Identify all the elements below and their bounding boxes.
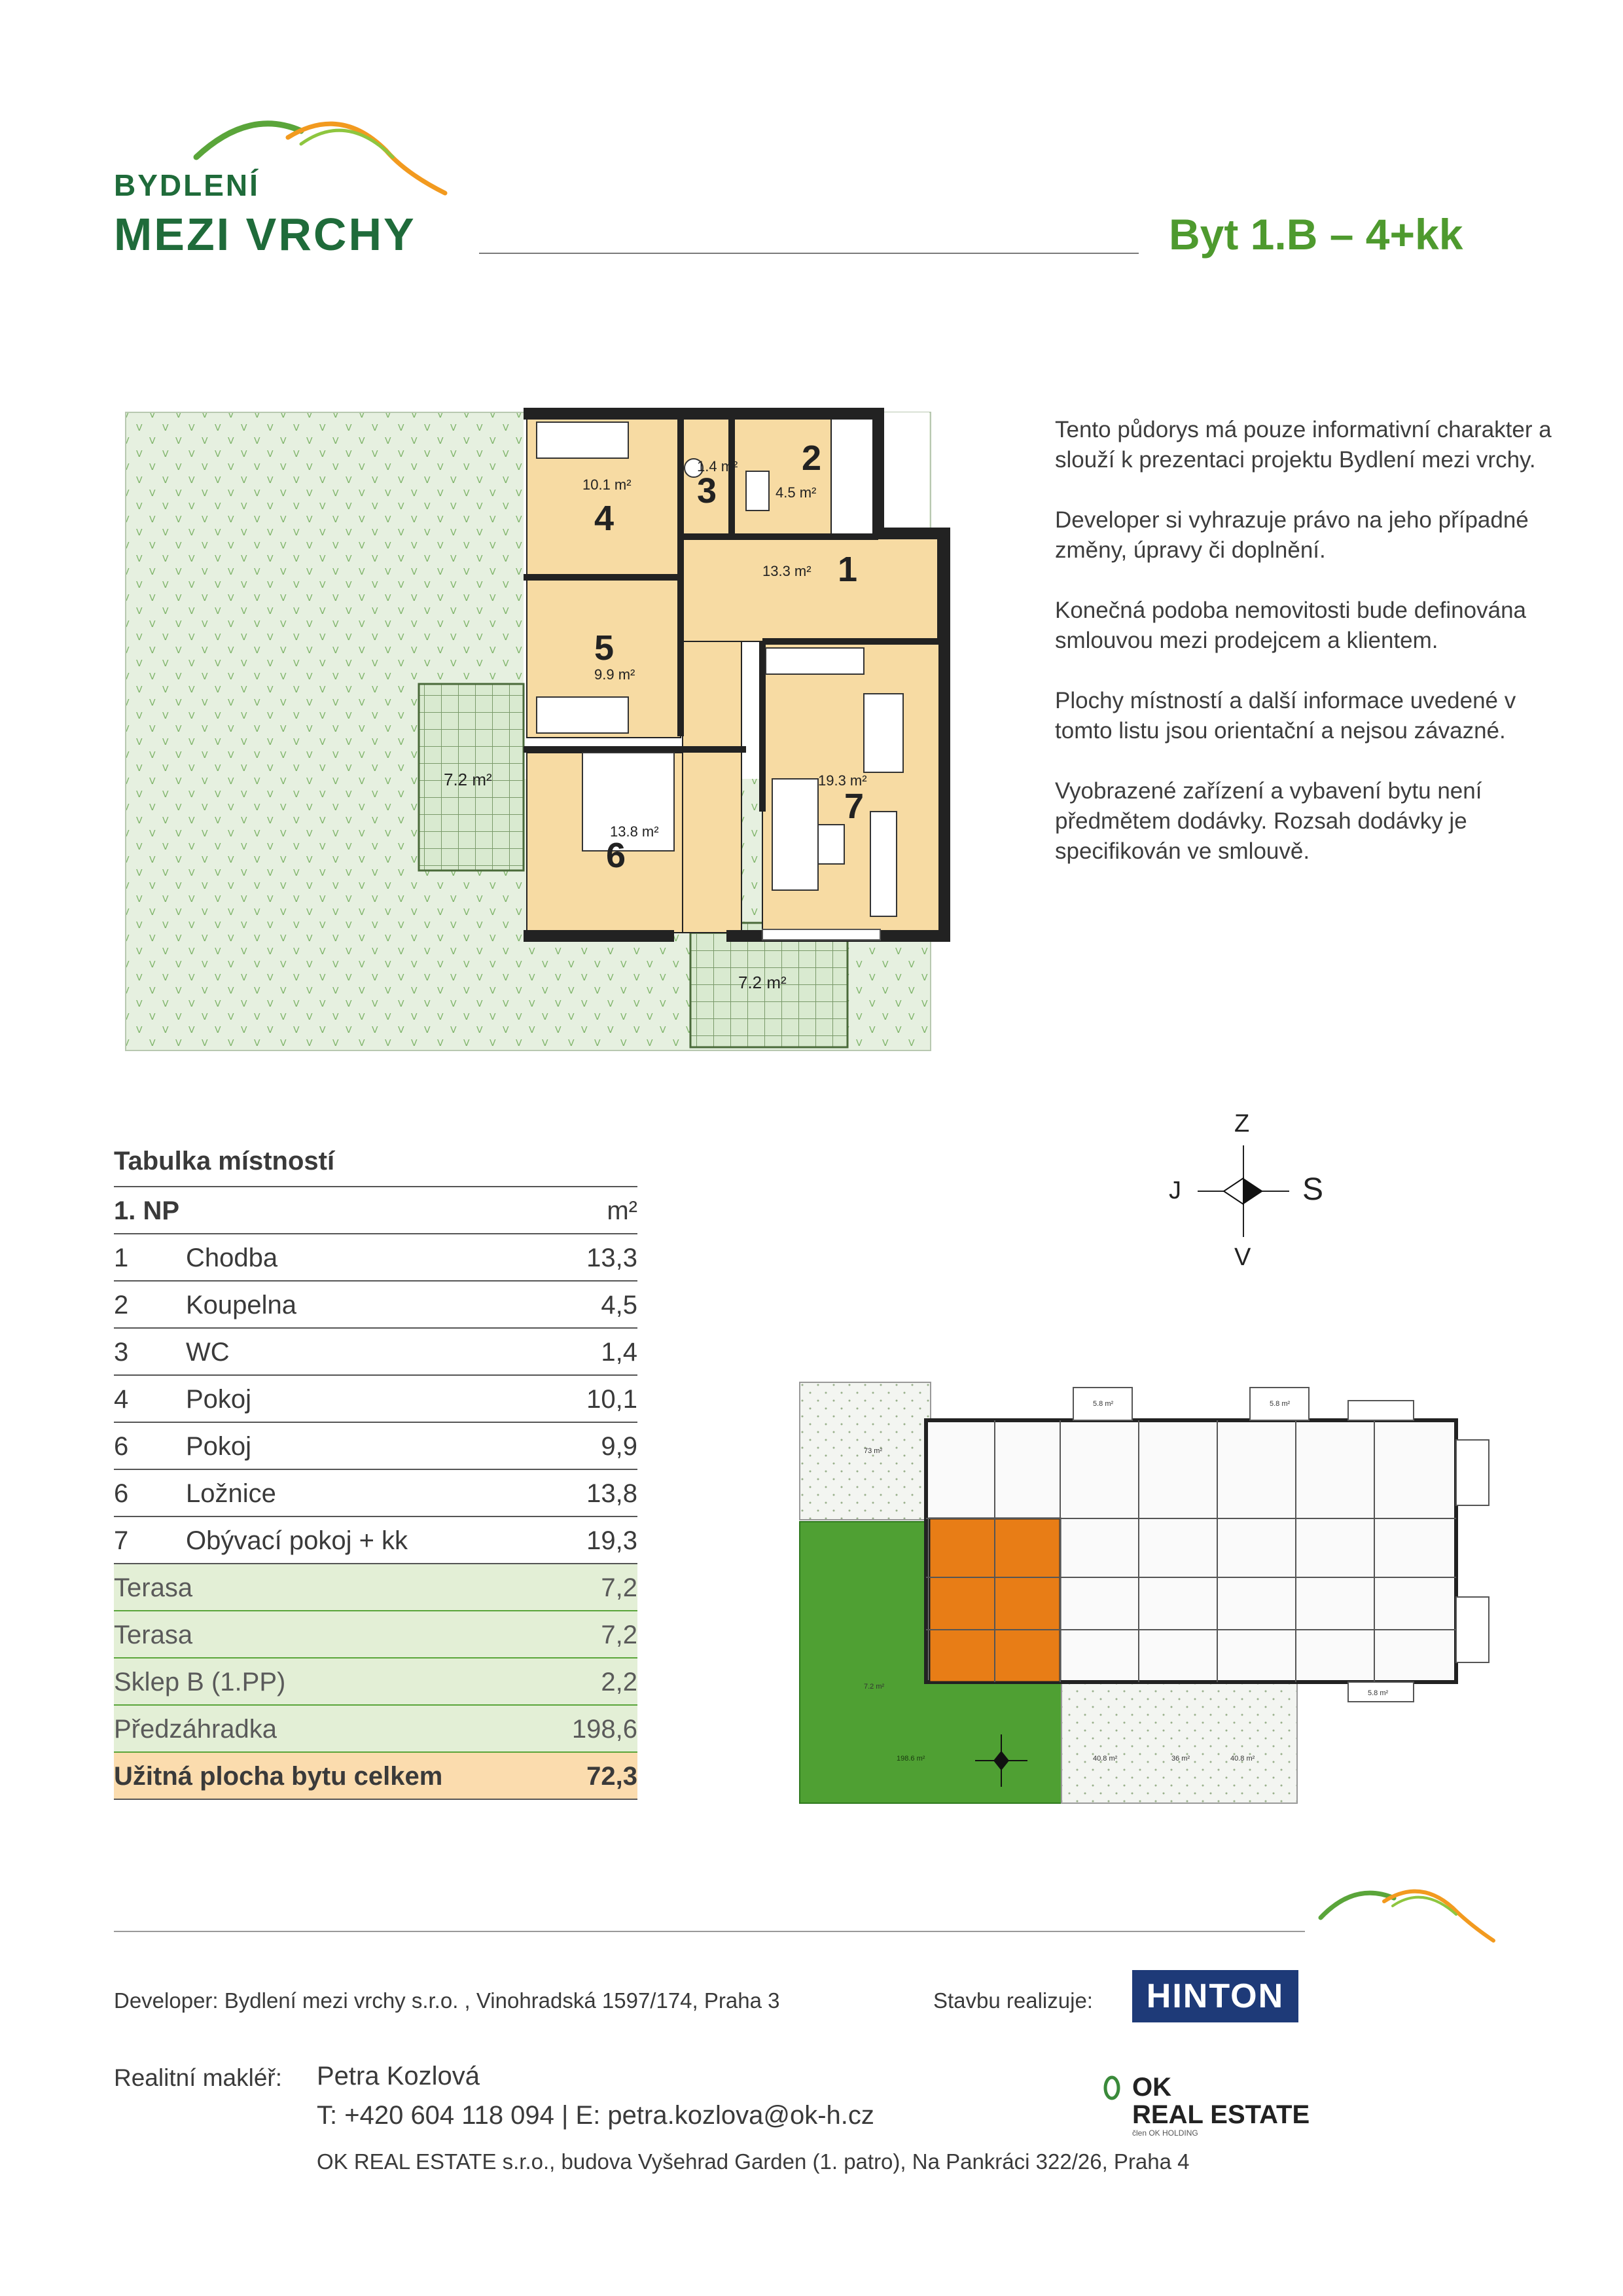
extra-name: Terasa [114, 1621, 193, 1649]
extra-area: 198,6 [571, 1715, 637, 1744]
table-row [114, 1329, 637, 1376]
disclaimer-paragraph: Konečná podoba nemovitosti bude definována smlouvou mezi prodejcem a klientem. [1055, 598, 1526, 653]
unit-label: m² [607, 1196, 637, 1225]
overview-label: 5.8 m² [1368, 1689, 1389, 1697]
table-row [114, 1423, 637, 1470]
room-2-number: 2 [802, 439, 822, 478]
footer-logo-hills [1315, 1878, 1499, 1950]
overview-label: 73 m² [864, 1447, 883, 1455]
extra-area: 7,2 [601, 1621, 637, 1649]
room-1-area: 13.3 m² [762, 563, 812, 579]
room-6-number: 6 [606, 836, 626, 875]
total-area: 72,3 [586, 1762, 637, 1791]
agent-name: Petra Kozlová [317, 2062, 480, 2090]
table-row [114, 1234, 637, 1282]
table-row-extra [114, 1564, 637, 1611]
agent-contact: T: +420 604 118 094 | E: petra.kozlova@ok-h.cz [317, 2101, 874, 2130]
extra-name: Předzáhradka [114, 1715, 277, 1744]
room-name: Pokoj [186, 1432, 252, 1461]
compass-icon [1191, 1139, 1296, 1244]
overview-label: 40.8 m² [1093, 1755, 1118, 1763]
table-row [114, 1282, 637, 1329]
disclaimer-paragraph: Vyobrazené zařízení a vybavení bytu není předmětem dodávky. Rozsah dodávky je specifikován ve smlouvě. [1055, 778, 1482, 864]
table-row-extra [114, 1659, 637, 1706]
table-title: Tabulka místností [114, 1147, 335, 1175]
builder-label: Stavbu realizuje: [933, 1988, 1093, 2013]
footer-divider [114, 1931, 1305, 1932]
overview-label: 40.8 m² [1230, 1755, 1255, 1763]
table-row-extra [114, 1706, 637, 1753]
room-number: 1 [114, 1244, 129, 1272]
overview-label: 36 m² [1171, 1755, 1190, 1763]
site-overview-plan [798, 1381, 1492, 1813]
agent-label: Realitní makléř: [114, 2064, 283, 2091]
room-name: WC [186, 1338, 230, 1367]
room-2-area: 4.5 m² [776, 484, 817, 501]
ok-logo-small: člen OK HOLDING [1132, 2128, 1198, 2138]
room-3-number: 3 [697, 471, 717, 511]
compass-west-label: J [1169, 1177, 1181, 1204]
room-number: 7 [114, 1526, 129, 1555]
ok-logo-icon [1102, 2075, 1122, 2101]
room-area: 4,5 [601, 1291, 637, 1319]
ok-logo-line2: REAL ESTATE [1132, 2100, 1310, 2129]
room-number: 3 [114, 1338, 129, 1367]
disclaimer-text [1055, 415, 1552, 897]
table-header-row [114, 1186, 637, 1234]
room-4-number: 4 [594, 499, 615, 538]
brand-line2: MEZI VRCHY [114, 209, 416, 260]
compass-north-label: Z [1234, 1110, 1250, 1138]
overview-garden-label: 198.6 m² [897, 1755, 925, 1763]
room-area: 9,9 [601, 1432, 637, 1461]
ok-logo-line1: OK [1132, 2073, 1171, 2102]
room-area: 1,4 [601, 1338, 637, 1367]
room-number: 4 [114, 1385, 129, 1414]
room-name: Obývací pokoj + kk [186, 1526, 408, 1555]
room-number: 2 [114, 1291, 129, 1319]
brand-line1: BYDLENÍ [114, 168, 260, 202]
extra-area: 2,2 [601, 1668, 637, 1696]
room-area: 19,3 [586, 1526, 637, 1555]
room-name: Koupelna [186, 1291, 297, 1319]
room-name: Ložnice [186, 1479, 276, 1508]
table-row-extra [114, 1611, 637, 1659]
developer-info: Developer: Bydlení mezi vrchy s.r.o. , Vinohradská 1597/174, Praha 3 [114, 1988, 780, 2013]
compass-east-label: S [1302, 1172, 1324, 1207]
table-row [114, 1376, 637, 1423]
disclaimer-paragraph: Tento půdorys má pouze informativní charakter a slouží k prezentaci projektu Bydlení mezi vrchy. [1055, 417, 1552, 473]
table-row [114, 1517, 637, 1564]
room-5-number: 5 [594, 628, 615, 668]
room-name: Chodba [186, 1244, 278, 1272]
room-6-area: 13.8 m² [610, 823, 659, 840]
room-name: Pokoj [186, 1385, 252, 1414]
disclaimer-paragraph: Plochy místností a další informace uvedené v tomto listu jsou orientační a nejsou závazné. [1055, 688, 1516, 744]
agency-logo [1102, 2073, 1310, 2138]
room-1-number: 1 [838, 550, 858, 589]
terrace-bottom-area: 7.2 m² [738, 973, 787, 992]
room-number: 6 [114, 1432, 129, 1461]
header-divider [479, 253, 1139, 254]
room-7-area: 19.3 m² [818, 772, 867, 789]
compass-south-label: V [1234, 1244, 1251, 1271]
table-total-row [114, 1753, 637, 1800]
extra-name: Sklep B (1.PP) [114, 1668, 286, 1696]
room-area: 13,3 [586, 1244, 637, 1272]
extra-area: 7,2 [601, 1573, 637, 1602]
overview-label: 5.8 m² [1093, 1400, 1114, 1408]
overview-label: 5.8 m² [1270, 1400, 1291, 1408]
overview-label: 7.2 m² [864, 1683, 885, 1691]
room-table [114, 1186, 637, 1800]
room-3-area: 1.4 m² [697, 458, 738, 475]
table-row [114, 1470, 637, 1517]
extra-name: Terasa [114, 1573, 193, 1602]
builder-logo: HINTON [1132, 1970, 1298, 2022]
room-area: 10,1 [586, 1385, 637, 1414]
total-label: Užitná plocha bytu celkem [114, 1762, 443, 1791]
office-address: OK REAL ESTATE s.r.o., budova Vyšehrad Garden (1. patro), Na Pankráci 322/26, Praha 4 [317, 2149, 1190, 2174]
floor-label: 1. NP [114, 1196, 180, 1225]
apartment-title: Byt 1.B – 4+kk [1169, 210, 1463, 259]
floor-plan [118, 406, 969, 1060]
room-area: 13,8 [586, 1479, 637, 1508]
room-4-area: 10.1 m² [582, 476, 632, 493]
terrace-left-area: 7.2 m² [444, 770, 492, 789]
disclaimer-paragraph: Developer si vyhrazuje právo na jeho případné změny, úpravy či doplnění. [1055, 507, 1529, 563]
room-number: 6 [114, 1479, 129, 1508]
room-5-area: 9.9 m² [594, 666, 635, 683]
room-7-number: 7 [844, 787, 865, 826]
